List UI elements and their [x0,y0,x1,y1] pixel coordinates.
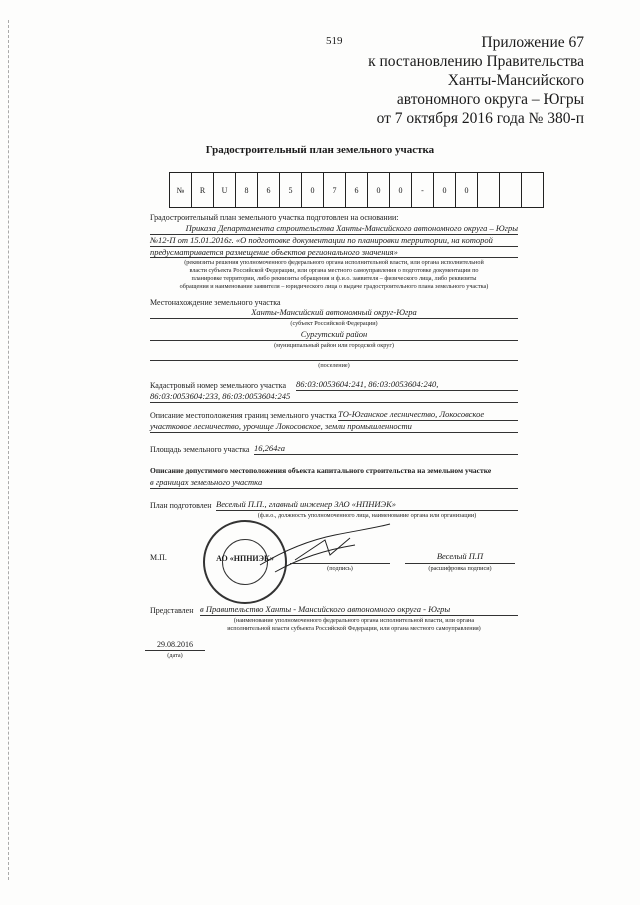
presented-caption [190,617,518,633]
annex-line: Приложение 67 [481,34,584,51]
plan-number-cell: 7 [323,172,346,208]
plan-number-cell: № [169,172,192,208]
prepared-value: Веселый П.П., главный инженер ЗАО «НПНИЭК» [216,499,518,511]
date-line [145,650,205,651]
plan-number-cell: 8 [235,172,258,208]
plan-number-cell [477,172,500,208]
plan-number-cell: 0 [301,172,324,208]
plan-number-cell: 0 [367,172,390,208]
basis-caption-line: обращения и наименование заявителя – юридического лица о выдаче градостроительного плана земельного участка) [179,283,489,290]
prepared-label: План подготовлен [150,501,212,510]
decoding-caption: (расшифровка подписи) [428,565,492,572]
date-value: 29.08.2016 [157,640,193,649]
plan-number-cell: 5 [279,172,302,208]
stamp-text: АО «НПНИЭК» [216,554,274,563]
plan-number-cell: - [411,172,434,208]
boundaries-value-line: ТО-Юганское лесничество, Локосовское [338,409,518,421]
cadastral-value-line: 86:03:0053604:241, 86:03:0053604:240, [296,379,518,391]
location-subject-caption: (субъект Российской Федерации) [290,320,378,327]
permitted-label: Описание допустимого местоположения объекта капитального строительства на земельном участке [150,466,492,475]
plan-number-cell [499,172,522,208]
permitted-value: в границах земельного участка [150,477,518,489]
signature-caption: (подпись) [327,565,353,572]
plan-number-cell: R [191,172,214,208]
basis-value-line: Приказа Департамента строительства Ханты-Мансийского автономного округа – Югры [150,223,518,235]
basis-underline [150,257,518,258]
page-number: 519 [326,35,343,47]
basis-caption-line: планировке территории, либо реквизиты обращения и ф.и.о. заявителя – физического лица, либо реквизиты [191,275,477,282]
location-district-line [150,340,518,341]
presented-caption-line: исполнительной власти субъекта Российской Федерации, или органа местного самоуправления) [227,625,481,632]
plan-number-cell: 0 [433,172,456,208]
cadastral-label: Кадастровый номер земельного участка [150,381,286,390]
plan-number-cell: 6 [345,172,368,208]
annex-line: Ханты-Мансийского [447,72,584,89]
document-title: Градостроительный план земельного участка [205,144,435,156]
location-settlement-caption: (поселение) [318,362,350,369]
location-subject-line [150,318,518,319]
boundaries-value-line: участковое лесничество, урочище Локосовское, земли промышленности [150,421,518,433]
basis-caption-line: власти субъекта Российской Федерации, или органа местного самоуправления о подготовке документации по [189,267,479,274]
prepared-caption: (ф.и.о., должность уполномоченного лица, наименование органа или организации) [257,512,477,519]
basis-value [150,223,518,258]
location-label: Местонахождение земельного участка [150,298,281,307]
basis-caption [150,259,518,291]
basis-caption-line: (реквизиты решения уполномоченного федерального органа исполнительной власти, или органа исполнительной [184,259,484,266]
area-value: 16,264га [254,443,518,455]
location-district-caption: (муниципальный район или городской округ) [274,342,394,349]
plan-number-cell [521,172,544,208]
annex-header [368,33,584,128]
cadastral-value-line: 86:03:0053604:233, 86:03:0053604:245 [150,391,518,403]
annex-line: к постановлению Правительства [368,53,584,70]
boundaries-label: Описание местоположения границ земельного участка [150,411,337,420]
location-settlement-line [150,360,518,361]
location-subject: Ханты-Мансийский автономный округ-Югра [251,307,417,317]
presented-value: в Правительство Ханты - Мансийского автономного округа - Югры [200,604,518,616]
decoding-value: Веселый П.П [436,551,484,561]
plan-number-cell: U [213,172,236,208]
annex-line: от 7 октября 2016 года № 380-п [376,110,584,127]
basis-value-line: предусматривается размещение объектов регионального значения» [150,247,398,257]
basis-label: Градостроительный план земельного участка подготовлен на основании: [150,213,399,222]
mp-label: М.П. [150,553,167,562]
plan-number-cell: 0 [389,172,412,208]
plan-number-cell: 6 [257,172,280,208]
presented-label: Представлен [150,606,194,615]
presented-caption-line: (наименование уполномоченного федерального органа исполнительной власти, или органа [233,617,475,624]
plan-number-grid [170,172,544,208]
location-district: Сургутский район [300,329,368,339]
annex-line: автономного округа – Югры [396,91,584,108]
decoding-line [405,563,515,564]
signature-line [290,563,390,564]
date-caption: (дата) [167,652,183,659]
area-label: Площадь земельного участка [150,445,250,454]
plan-number-cell: 0 [455,172,478,208]
basis-value-line: №12-П от 15.01.2016г. «О подготовке документации по планировки территории, на которой [150,235,518,247]
